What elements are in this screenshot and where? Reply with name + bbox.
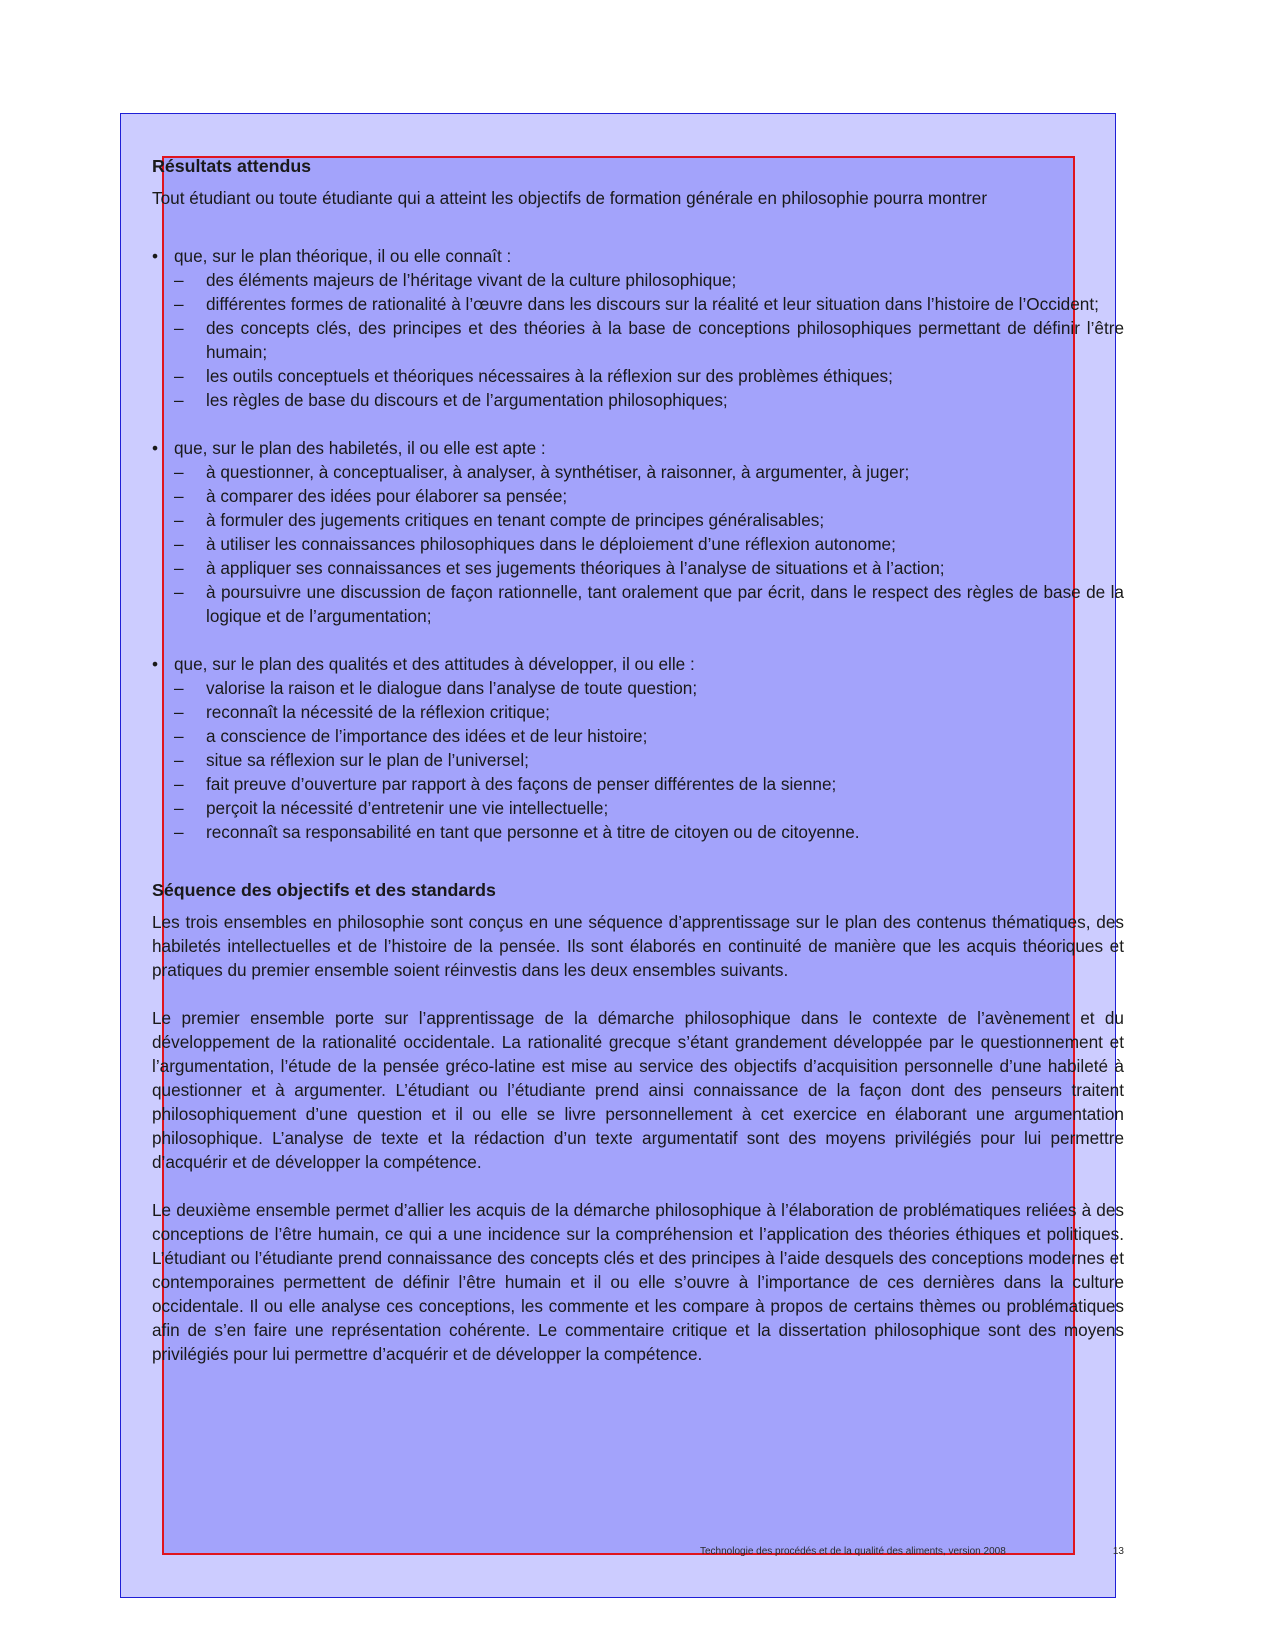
list-item: – à formuler des jugements critiques en tenant compte de principes généralisables; (174, 510, 825, 530)
paragraph: Les trois ensembles en philosophie sont conçus en une séquence d’apprentissage sur le plan des contenus thématiques, des habiletés intellectuelles et de l’histoire de la pensée. Ils sont élaborés en continuité de manière que les acquis théoriques et pratiques du premier ensemble soient réinvestis dans les deux ensembles suivants. (152, 912, 1124, 980)
dash-icon: – (174, 750, 184, 770)
group-lead-theorique: • que, sur le plan théorique, il ou elle connaît : (152, 246, 512, 266)
dash-icon: – (174, 366, 184, 386)
dash-icon: – (174, 774, 184, 794)
dash-icon: – (174, 558, 184, 578)
dash-icon: – (174, 486, 184, 506)
list-item: – des éléments majeurs de l’héritage vivant de la culture philosophique; (174, 270, 737, 290)
dash-icon: – (174, 462, 184, 482)
list-item: – a conscience de l’importance des idées et de leur histoire; (174, 726, 648, 746)
list-qualites (152, 676, 1124, 844)
list-item: – les outils conceptuels et théoriques nécessaires à la réflexion sur des problèmes éthiques; (174, 366, 893, 386)
dash-icon: – (174, 702, 184, 722)
list-item: – à poursuivre une discussion de façon rationnelle, tant oralement que par écrit, dans le respect des règles de base de la logique et de l’argumentation; (174, 582, 1124, 626)
bullet-icon: • (152, 438, 159, 458)
list-item: – différentes formes de rationalité à l’œuvre dans les discours sur la réalité et leur situation dans l’histoire de l’Occident; (174, 294, 1099, 314)
list-theorique (152, 268, 1124, 412)
group-lead-qualites: • que, sur le plan des qualités et des attitudes à développer, il ou elle : (152, 654, 695, 674)
dash-icon: – (174, 678, 184, 698)
section-title-resultats: Résultats attendus (152, 156, 312, 176)
section-title-sequence: Séquence des objectifs et des standards (152, 880, 496, 900)
document-body (152, 154, 1124, 1366)
list-item: – des concepts clés, des principes et des théories à la base de conceptions philosophiques permettant de définir l’être humain; (174, 318, 1124, 362)
list-item: – à questionner, à conceptualiser, à analyser, à synthétiser, à raisonner, à argumenter, à juger; (174, 462, 910, 482)
intro-paragraph: Tout étudiant ou toute étudiante qui a atteint les objectifs de formation générale en philosophie pourra montrer (152, 188, 988, 208)
list-item: – valorise la raison et le dialogue dans l’analyse de toute question; (174, 678, 698, 698)
page-number: 13 (1112, 1546, 1124, 1557)
paragraph: Le deuxième ensemble permet d’allier les acquis de la démarche philosophique à l’élaboration de problématiques reliées à des conceptions de l’être humain, ce qui a une incidence sur la compréhension et l’application des théories éthiques et politiques. L’étudiant ou l’étudiante prend connaissance des concepts clés et des principes à l’aide desquels des conceptions modernes et contemporaines permettent de définir l’être humain et il ou elle s’ouvre à l’importance de ces dernières dans la culture occidentale. Il ou elle analyse ces conceptions, les commente et les compare à propos de certains thèmes ou problématiques afin de s’en faire une représentation cohérente. Le commentaire critique et la dissertation philosophique sont des moyens privilégiés pour lui permettre d’acquérir et de développer la compétence. (152, 1200, 1124, 1364)
dash-icon: – (174, 798, 184, 818)
list-item: – à utiliser les connaissances philosophiques dans le déploiement d’une réflexion autonome; (174, 534, 896, 554)
dash-icon: – (174, 582, 184, 602)
list-item: – les règles de base du discours et de l’argumentation philosophiques; (174, 390, 728, 410)
bullet-icon: • (152, 654, 159, 674)
dash-icon: – (174, 822, 184, 842)
list-habiletes (152, 460, 1124, 628)
bullet-icon: • (152, 246, 159, 266)
page-footer (700, 1545, 1124, 1559)
dash-icon: – (174, 726, 184, 746)
list-item: – reconnaît sa responsabilité en tant que personne et à titre de citoyen ou de citoyenne. (174, 822, 860, 842)
dash-icon: – (174, 510, 184, 530)
dash-icon: – (174, 390, 184, 410)
dash-icon: – (174, 534, 184, 554)
list-item: – situe sa réflexion sur le plan de l’universel; (174, 750, 529, 770)
dash-icon: – (174, 294, 184, 314)
dash-icon: – (174, 318, 184, 338)
list-item: – fait preuve d’ouverture par rapport à des façons de penser différentes de la sienne; (174, 774, 837, 794)
dash-icon: – (174, 270, 184, 290)
list-item: – perçoit la nécessité d’entretenir une vie intellectuelle; (174, 798, 609, 818)
group-lead-habiletes: • que, sur le plan des habiletés, il ou elle est apte : (152, 438, 546, 458)
list-item: – reconnaît la nécessité de la réflexion critique; (174, 702, 550, 722)
paragraph: Le premier ensemble porte sur l’apprentissage de la démarche philosophique dans le contexte de l’avènement et du développement de la rationalité occidentale. La rationalité grecque s’étant grandement développée par le questionnement et l’argumentation, l’étude de la pensée gréco-latine est mise au service des objectifs d’acquisition personnelle d’une habileté à questionner et à argumenter. L’étudiant ou l’étudiante prend ainsi connaissance de la façon dont des penseurs traitent philosophiquement d’une question et il ou elle se livre personnellement à cet exercice en élaborant une argumentation philosophique. L’analyse de texte et la rédaction d’un texte argumentatif sont des moyens privilégiés pour lui permettre d’acquérir et de développer la compétence. (152, 1008, 1124, 1172)
list-item: – à appliquer ses connaissances et ses jugements théoriques à l’analyse de situations et à l’action; (174, 558, 945, 578)
footer-text: Technologie des procédés et de la qualité des aliments, version 2008 (700, 1546, 1006, 1557)
list-item: – à comparer des idées pour élaborer sa pensée; (174, 486, 568, 506)
